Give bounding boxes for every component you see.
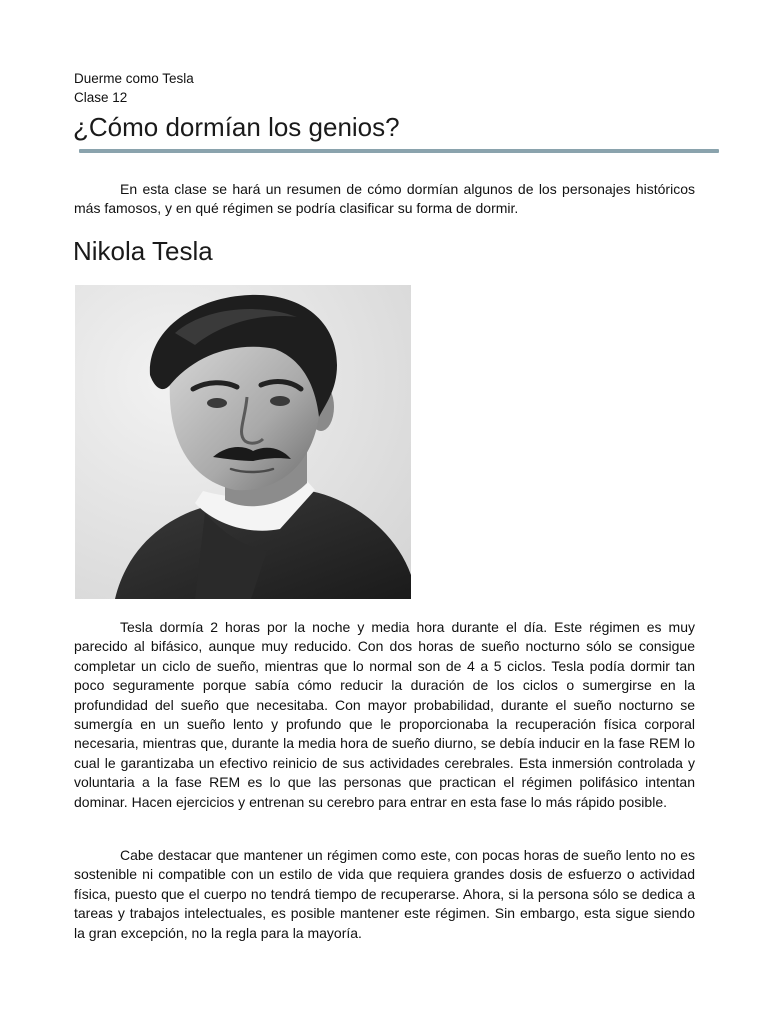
series-name: Duerme como Tesla <box>74 71 194 86</box>
lesson-number: Clase 12 <box>74 90 128 105</box>
body-paragraph: Tesla dormía 2 horas por la noche y media hora durante el día. Este régimen es muy parecido al bifásico, aunque muy reducido. Con dos horas de sueño nocturno sólo se consigue completar un ciclo de sueño, mientras que lo normal son de 4 a 5 ciclos. Tesla podía dormir tan poco seguramente porque sabía cómo reducir la duración de los ciclos o sumergirse en la profundidad del sueño que necesitaba. Con mayor probabilidad, durante el sueño nocturno se sumergía en un sueño lento y profundo que le proporcionaba la recuperación física corporal necesaria, mientras que, durante la media hora de sueño diurno, se debía inducir en la fase REM lo cual le garantizaba un efectivo reinicio de sus actividades cerebrales. Esta inmersión controlada y voluntaria a la fase REM es lo que las personas que practican el régimen polifásico intentan dominar. Hacen ejercicios y entrenan su cerebro para entrar en esta fase lo más rápido posible. <box>74 619 695 810</box>
section-title: Nikola Tesla <box>73 236 213 266</box>
intro-paragraph: En esta clase se hará un resumen de cómo dormían algunos de los personajes históricos más famosos, y en qué régimen se podría clasificar su forma de dormir. <box>74 181 695 217</box>
body-paragraph: Cabe destacar que mantener un régimen como este, con pocas horas de sueño lento no es sostenible ni compatible con un estilo de vida que requiera grandes dosis de esfuerzo o actividad física, puesto que el cuerpo no tendrá tiempo de recuperarse. Ahora, si la persona sólo se dedica a tareas y trabajos intelectuales, es posible mantener este régimen. Sin embargo, esta sigue siendo la gran excepción, no la regla para la mayoría. <box>74 847 695 941</box>
page-title: ¿Cómo dormían los genios? <box>73 112 400 142</box>
nikola-tesla-portrait <box>75 285 411 599</box>
title-underline <box>79 149 719 153</box>
